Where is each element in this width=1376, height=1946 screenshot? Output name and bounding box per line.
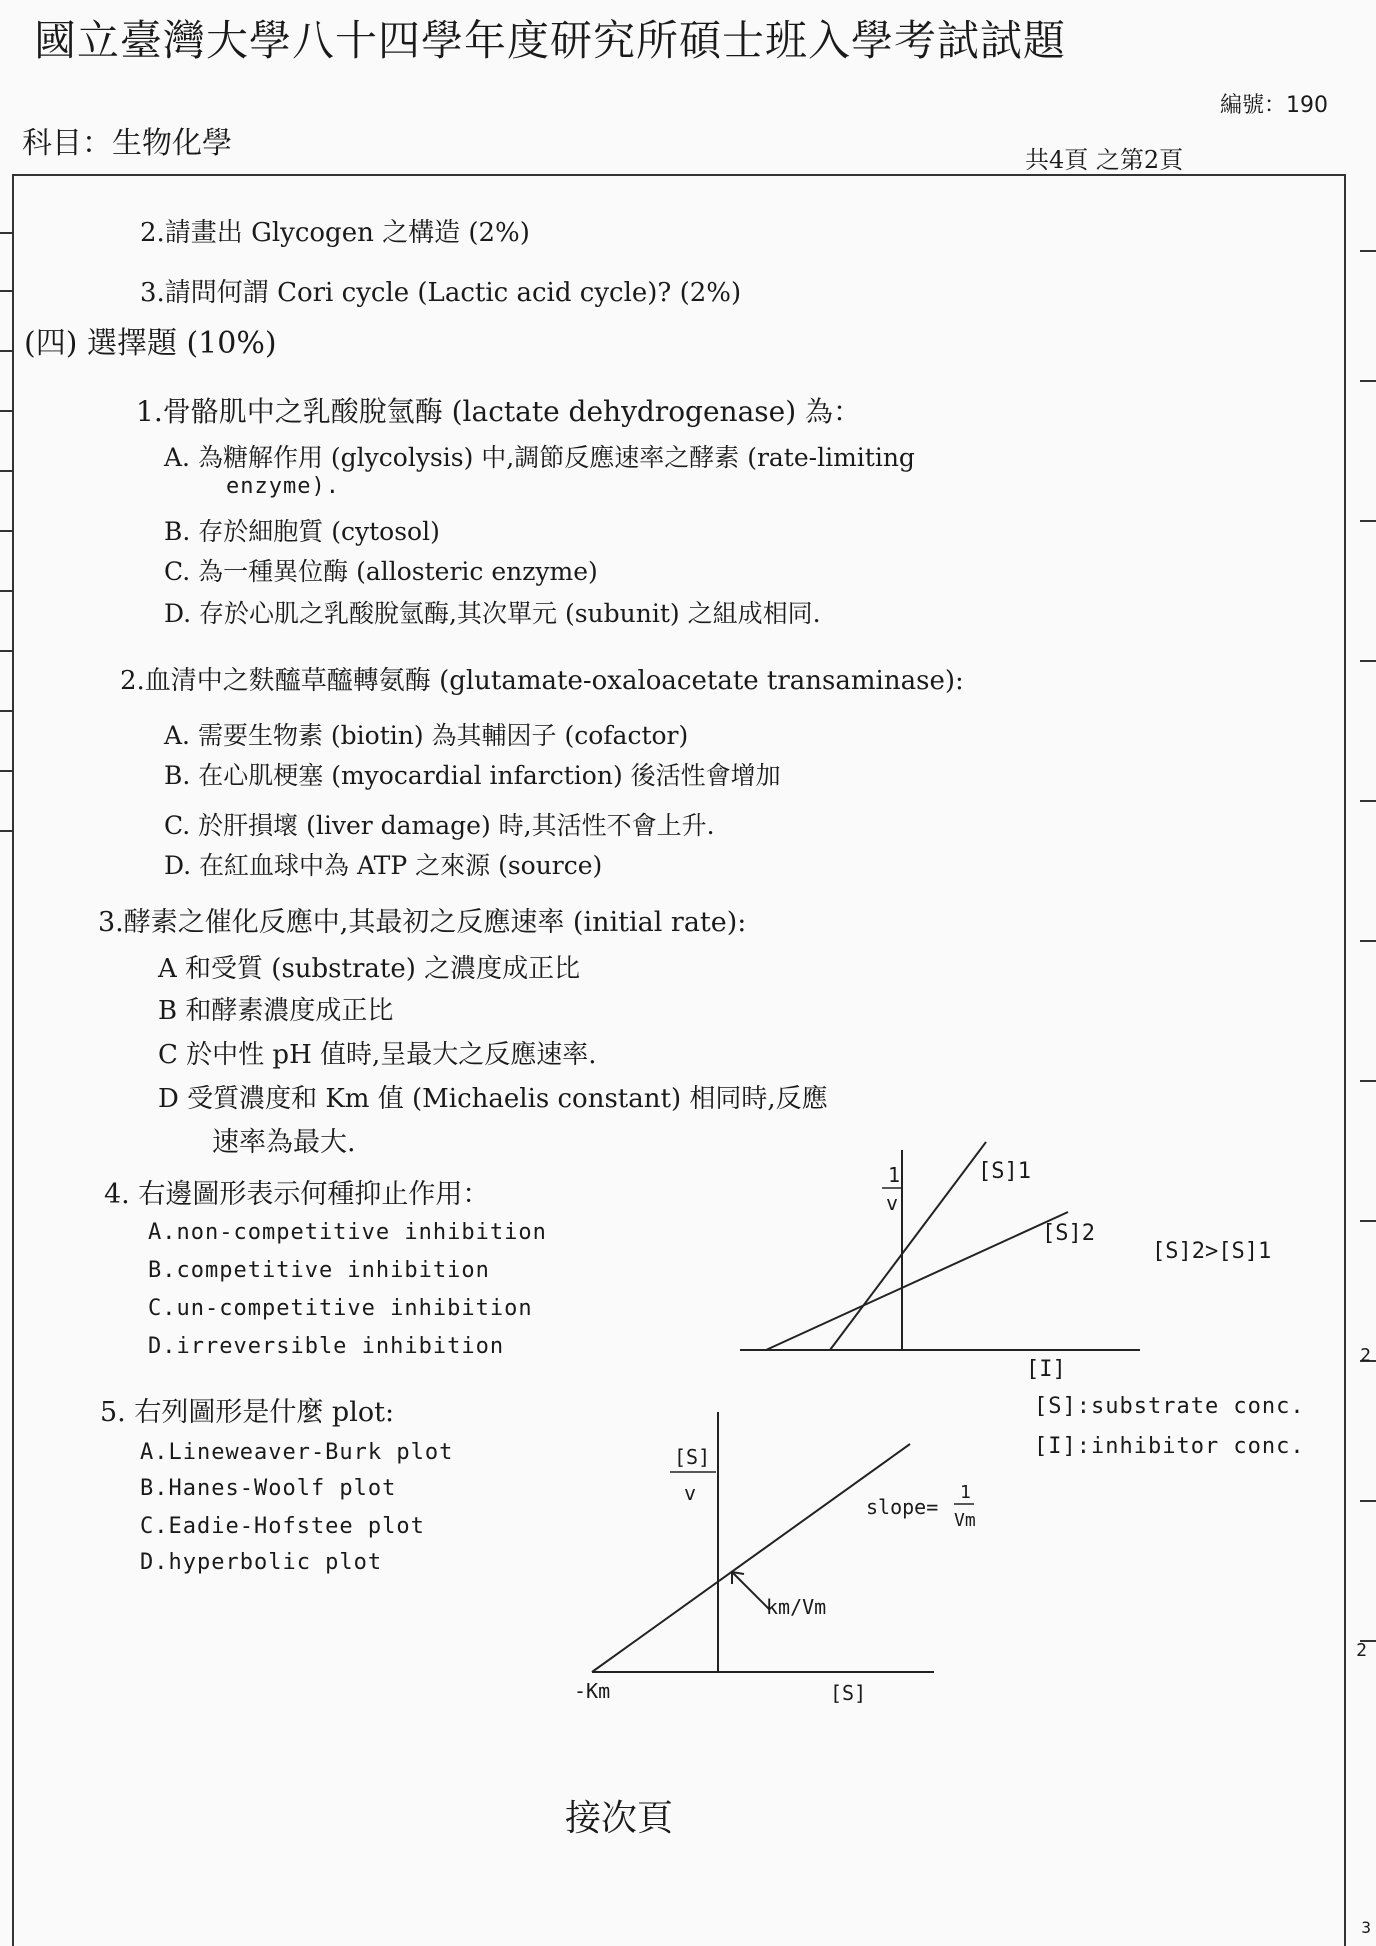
fig2-ylabel-den: v (684, 1481, 697, 1505)
fig2-xlabel: [S] (830, 1681, 867, 1705)
margin-tick (1360, 250, 1376, 252)
figure-plot-type (570, 1400, 1040, 1720)
margin-tick (1360, 380, 1376, 382)
q1-option-a-cont: enzyme). (226, 474, 340, 499)
q3-option-a: A 和受質 (substrate) 之濃度成正比 (158, 954, 581, 984)
margin-tick (1360, 1080, 1376, 1082)
exam-code: 編號：190 (1220, 93, 1328, 118)
fig2-intercept-arrow (732, 1572, 770, 1610)
fig1-ylabel-num: 1 (888, 1163, 901, 1187)
margin-tick (0, 710, 14, 712)
margin-tick (0, 232, 14, 234)
exam-title: 國立臺灣大學八十四學年度研究所碩士班入學考試試題 (34, 16, 1067, 65)
q1-stem: 1.骨骼肌中之乳酸脫氫酶 (lactate dehydrogenase) 為： (136, 395, 862, 428)
margin-tick (0, 290, 14, 292)
q5-option-d: D.hyperbolic plot (140, 1550, 383, 1575)
margin-tick (1360, 660, 1376, 662)
q4-option-d: D.irreversible inhibition (148, 1334, 505, 1359)
q5-stem: 5. 右列圖形是什麼 plot: (100, 1397, 395, 1428)
margin-tick (1360, 520, 1376, 522)
margin-tick (0, 470, 14, 472)
fig2-x-intercept: -Km (574, 1679, 611, 1703)
fig2-intercept-label: km/Vm (766, 1595, 827, 1619)
margin-tick (0, 590, 14, 592)
fig2-slope-label: slope= (866, 1495, 939, 1519)
subject-label: 科目：生物化學 (22, 126, 232, 161)
margin-tick (0, 410, 14, 412)
q5-option-a: A.Lineweaver-Burk plot (140, 1440, 454, 1465)
fig1-line-s1 (830, 1142, 986, 1350)
fig1-ylabel-den: v (886, 1191, 899, 1215)
q2-stem: 2.血清中之麩醯草醯轉氨酶 (glutamate-oxaloacetate transaminase): (120, 666, 964, 696)
q3-option-d: D 受質濃度和 Km 值 (Michaelis constant) 相同時,反應 (158, 1084, 828, 1114)
page-count: 共4頁 之第2頁 (1025, 146, 1184, 174)
q4-stem: 4. 右邊圖形表示何種抑止作用： (104, 1179, 490, 1210)
margin-tick (0, 350, 14, 352)
q1-option-c: C. 為一種異位酶 (allosteric enzyme) (164, 557, 598, 586)
q4-option-a: A.non-competitive inhibition (148, 1220, 547, 1245)
q4-option-c: C.un-competitive inhibition (148, 1296, 533, 1321)
fig1-label-s1: [S]1 (978, 1159, 1031, 1184)
fig2-ylabel-num: [S] (674, 1445, 711, 1469)
q3-option-b: B 和酵素濃度成正比 (158, 996, 394, 1026)
q1-option-a: A. 為糖解作用 (glycolysis) 中,調節反應速率之酵素 (rate-limiting (164, 443, 915, 472)
q5-option-b: B.Hanes-Woolf plot (140, 1476, 397, 1501)
q3-stem: 3.酵素之催化反應中,其最初之反應速率 (initial rate): (98, 907, 747, 938)
margin-tick (0, 530, 14, 532)
question-2-glycogen: 2.請畫出 Glycogen 之構造 (2%) (140, 218, 530, 248)
q2-option-a: A. 需要生物素 (biotin) 為其輔因子 (cofactor) (164, 721, 689, 750)
q2-option-d: D. 在紅血球中為 ATP 之來源 (source) (164, 851, 603, 880)
fig1-relation: [S]2>[S]1 (1152, 1239, 1272, 1264)
margin-number: 2 (1356, 1640, 1368, 1661)
q1-option-b: B. 存於細胞質 (cytosol) (164, 517, 440, 546)
q4-option-b: B.competitive inhibition (148, 1258, 490, 1283)
figure-inhibition-plot (720, 1130, 1280, 1390)
fig1-label-s2: [S]2 (1042, 1221, 1095, 1246)
margin-tick (0, 770, 14, 772)
margin-tick (0, 830, 14, 832)
q3-option-c: C 於中性 pH 值時,呈最大之反應速率. (158, 1040, 597, 1070)
fig2-slope-num: 1 (960, 1482, 971, 1503)
q2-option-c: C. 於肝損壞 (liver damage) 時,其活性不會上升. (164, 811, 715, 840)
legend-inhibitor: [I]:inhibitor conc. (1034, 1434, 1305, 1459)
continue-next-page: 接次頁 (565, 1798, 674, 1839)
margin-tick (1360, 940, 1376, 942)
legend-substrate: [S]:substrate conc. (1034, 1394, 1305, 1419)
margin-tick (1360, 1500, 1376, 1502)
q5-option-c: C.Eadie-Hofstee plot (140, 1514, 425, 1539)
question-3-cori: 3.請問何謂 Cori cycle (Lactic acid cycle)? (2%) (140, 278, 742, 308)
q3-option-d-cont: 速率為最大. (212, 1127, 356, 1158)
fig1-xlabel: [I] (1026, 1357, 1066, 1382)
q1-option-d: D. 存於心肌之乳酸脫氫酶,其次單元 (subunit) 之組成相同. (164, 599, 821, 628)
fig2-slope-den: Vm (954, 1510, 976, 1531)
margin-number: 2 (1360, 1345, 1372, 1366)
fig2-line (592, 1444, 910, 1672)
margin-tick (0, 650, 14, 652)
margin-tick (1360, 1220, 1376, 1222)
section-title: (四) 選擇題 (10%) (24, 326, 277, 361)
margin-number: 3 (1361, 1918, 1372, 1937)
margin-tick (1360, 800, 1376, 802)
q2-option-b: B. 在心肌梗塞 (myocardial infarction) 後活性會增加 (164, 761, 781, 790)
